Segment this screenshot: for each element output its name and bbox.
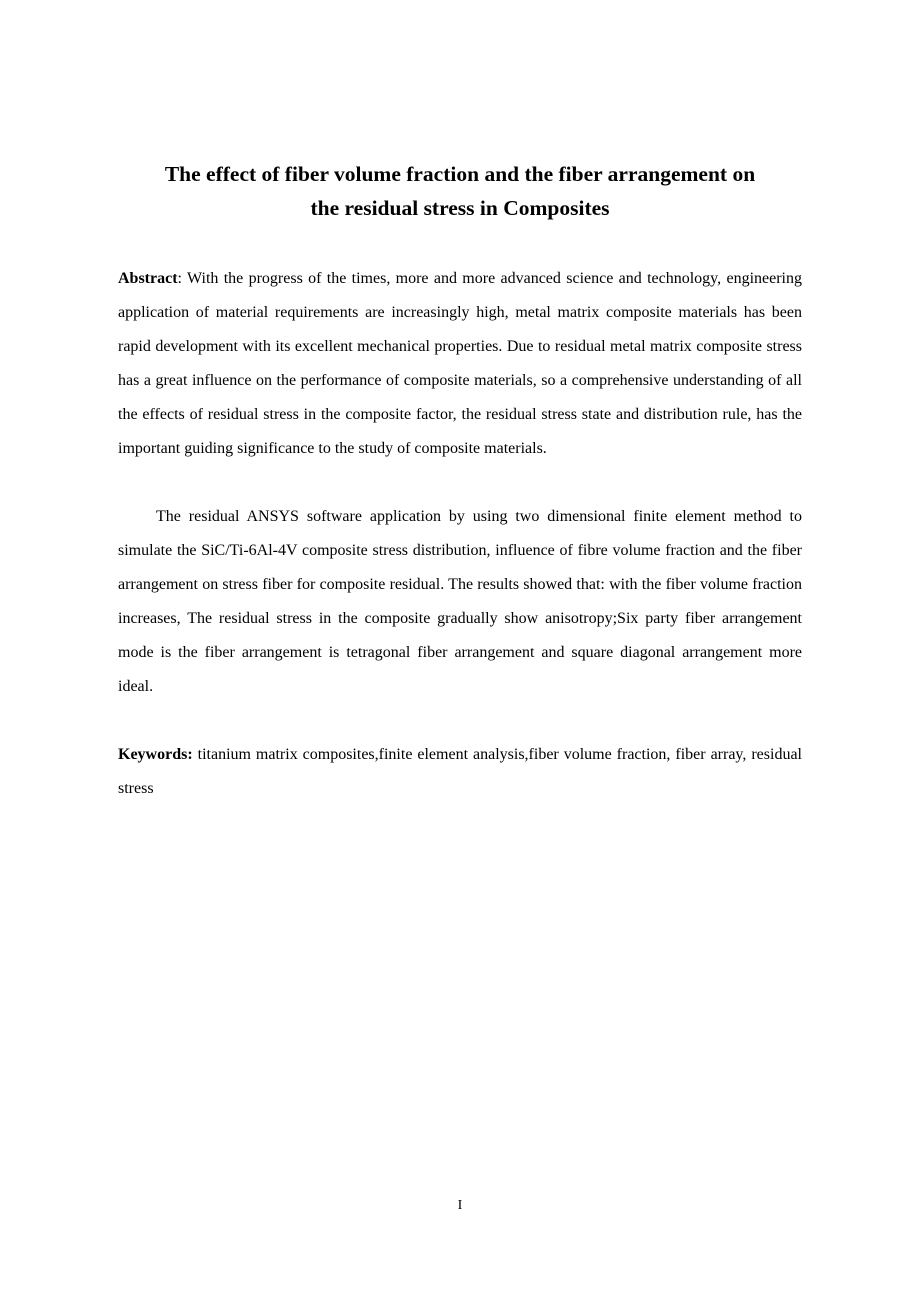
abstract-paragraph <box>118 262 802 466</box>
keywords-paragraph <box>118 738 802 806</box>
keywords-text: titanium matrix composites,finite element analysis,fiber volume fraction, fiber array, residual stress <box>118 746 802 797</box>
abstract-label: Abstract <box>118 270 178 287</box>
document-title <box>118 157 802 225</box>
keywords-label: Keywords: <box>118 746 193 763</box>
abstract-paragraph-2: The residual ANSYS software application by using two dimensional finite element method to simulate the SiC/Ti-6Al-4V composite stress distribution, influence of fibre volume fraction and the fiber arrangement on stress fiber for composite residual. The results showed that: with the fiber volume fraction increases, The residual stress in the composite gradually show anisotropy;Six party fiber arrangement mode is the fiber arrangement is tetragonal fiber arrangement and square diagonal arrangement more ideal. <box>118 508 802 695</box>
abstract-text: : With the progress of the times, more and more advanced science and technology, engineering application of material requirements are increasingly high, metal matrix composite materials has been rapid development with its excellent mechanical properties. Due to residual metal matrix composite stress has a great influence on the performance of composite materials, so a comprehensive understanding of all the effects of residual stress in the composite factor, the residual stress state and distribution rule, has the important guiding significance to the study of composite materials. <box>118 270 802 457</box>
title-line-2: the residual stress in Composites <box>310 196 610 220</box>
page-number: I <box>457 1198 463 1213</box>
title-line-1: The effect of fiber volume fraction and the fiber arrangement on <box>164 162 756 186</box>
